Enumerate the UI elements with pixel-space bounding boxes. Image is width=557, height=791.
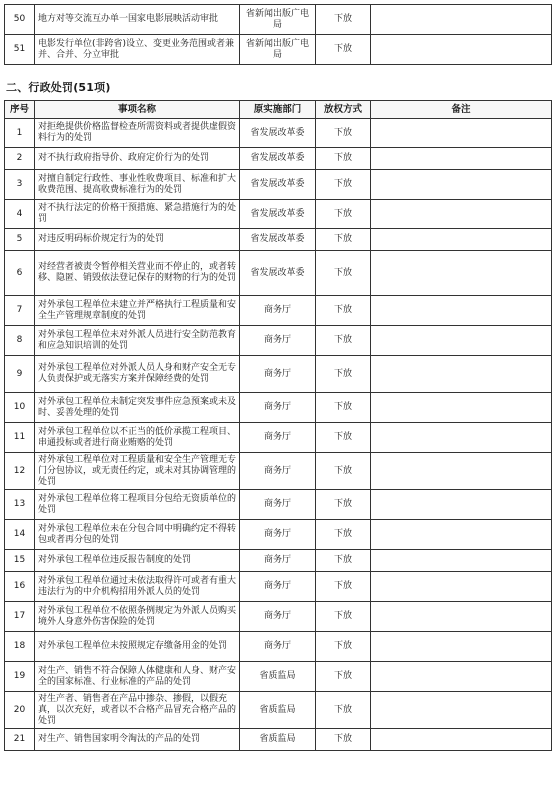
table-row (5, 602, 552, 632)
row-note (371, 520, 552, 550)
row-item-name: 对外承包工程单位对外派人员人身和财产安全无专人负责保护或无落实方案并保障经费的处罚 (35, 356, 240, 393)
row-department: 省发展改革委 (240, 119, 316, 148)
row-number: 1 (5, 119, 35, 148)
row-item-name: 对外承包工程单位未建立并严格执行工程质量和安全生产管理规章制度的处罚 (35, 296, 240, 326)
table-row (5, 729, 552, 751)
row-item-name: 对拒绝提供价格监督检查所需资料或者提供虚假资料行为的处罚 (35, 119, 240, 148)
row-department: 商务厅 (240, 490, 316, 520)
row-item-name: 对擅自制定行政性、事业性收费项目、标准和扩大收费范围、提高收费标准行为的处罚 (35, 170, 240, 200)
row-note (371, 119, 552, 148)
row-note (371, 148, 552, 170)
row-number: 11 (5, 423, 35, 453)
table-row (5, 296, 552, 326)
row-department: 商务厅 (240, 453, 316, 490)
row-department: 省新闻出版广电局 (240, 35, 316, 65)
table-row (5, 520, 552, 550)
row-number: 14 (5, 520, 35, 550)
table-row (5, 632, 552, 662)
row-item-name: 对不执行法定的价格干预措施、紧急措施行为的处罚 (35, 200, 240, 229)
row-mode: 下放 (316, 423, 371, 453)
row-note (371, 170, 552, 200)
row-note (371, 5, 552, 35)
row-note (371, 393, 552, 423)
table-row (5, 572, 552, 602)
row-number: 4 (5, 200, 35, 229)
table-row (5, 423, 552, 453)
row-note (371, 251, 552, 296)
header-name: 事项名称 (35, 101, 240, 119)
table-row (5, 119, 552, 148)
row-mode: 下放 (316, 296, 371, 326)
row-item-name: 对生产者、销售者在产品中掺杂、掺假，以假充真，以次充好，或者以不合格产品冒充合格产品的处罚 (35, 692, 240, 729)
row-note (371, 662, 552, 692)
row-note (371, 453, 552, 490)
row-department: 商务厅 (240, 602, 316, 632)
row-number: 13 (5, 490, 35, 520)
row-mode: 下放 (316, 356, 371, 393)
row-department: 商务厅 (240, 393, 316, 423)
row-number: 21 (5, 729, 35, 751)
row-mode: 下放 (316, 632, 371, 662)
section-title: 二、行政处罚(51项) (6, 81, 111, 94)
row-mode: 下放 (316, 251, 371, 296)
row-note (371, 572, 552, 602)
row-item-name: 对外承包工程单位通过未依法取得许可或者有重大违法行为的中介机构招用外派人员的处罚 (35, 572, 240, 602)
row-department: 省发展改革委 (240, 229, 316, 251)
row-number: 12 (5, 453, 35, 490)
row-department: 省新闻出版广电局 (240, 5, 316, 35)
row-department: 省质监局 (240, 662, 316, 692)
row-number: 17 (5, 602, 35, 632)
row-number: 19 (5, 662, 35, 692)
row-department: 商务厅 (240, 520, 316, 550)
row-note (371, 296, 552, 326)
row-department: 省质监局 (240, 729, 316, 751)
row-note (371, 423, 552, 453)
row-department: 省质监局 (240, 692, 316, 729)
table-header-row (5, 101, 552, 119)
row-item-name: 对外承包工程单位不依照条例规定为外派人员购买境外人身意外伤害保险的处罚 (35, 602, 240, 632)
row-department: 省发展改革委 (240, 200, 316, 229)
row-item-name: 对外承包工程单位对工程质量和安全生产管理无专门分包协议，或无责任约定，或未对其协调管理的处罚 (35, 453, 240, 490)
row-mode: 下放 (316, 326, 371, 356)
row-number: 8 (5, 326, 35, 356)
table-row (5, 490, 552, 520)
row-department: 省发展改革委 (240, 148, 316, 170)
row-note (371, 356, 552, 393)
row-number: 18 (5, 632, 35, 662)
row-mode: 下放 (316, 229, 371, 251)
row-mode: 下放 (316, 200, 371, 229)
row-item-name: 对外承包工程单位未按照规定存缴备用金的处罚 (35, 632, 240, 662)
row-mode: 下放 (316, 572, 371, 602)
row-number: 20 (5, 692, 35, 729)
row-item-name: 对经营者被责令暂停相关营业而不停止的，或者转移、隐匿、销毁依法登记保存的财物的行为的处罚 (35, 251, 240, 296)
row-item-name: 对不执行政府指导价、政府定价行为的处罚 (35, 148, 240, 170)
row-department: 商务厅 (240, 423, 316, 453)
row-item-name: 电影发行单位(非跨省)设立、变更业务范围或者兼并、合并、分立审批 (35, 35, 240, 65)
row-number: 5 (5, 229, 35, 251)
table-row (5, 251, 552, 296)
previous-items-table (4, 4, 552, 65)
row-number: 9 (5, 356, 35, 393)
table-row (5, 356, 552, 393)
row-department: 商务厅 (240, 550, 316, 572)
row-mode: 下放 (316, 662, 371, 692)
row-number: 16 (5, 572, 35, 602)
row-item-name: 对生产、销售不符合保障人体健康和人身、财产安全的国家标准、行业标准的产品的处罚 (35, 662, 240, 692)
row-item-name: 对外承包工程单位违反报告制度的处罚 (35, 550, 240, 572)
row-number: 2 (5, 148, 35, 170)
row-number: 6 (5, 251, 35, 296)
row-mode: 下放 (316, 602, 371, 632)
row-note (371, 200, 552, 229)
row-item-name: 对外承包工程单位以不正当的低价承揽工程项目、串通投标或者进行商业贿赂的处罚 (35, 423, 240, 453)
row-note (371, 602, 552, 632)
row-mode: 下放 (316, 729, 371, 751)
row-note (371, 229, 552, 251)
row-item-name: 对外承包工程单位未在分包合同中明确约定不得转包或者再分包的处罚 (35, 520, 240, 550)
row-mode: 下放 (316, 490, 371, 520)
row-note (371, 35, 552, 65)
table-row (5, 148, 552, 170)
header-note: 备注 (371, 101, 552, 119)
row-mode: 下放 (316, 119, 371, 148)
row-item-name: 对外承包工程单位将工程项目分包给无资质单位的处罚 (35, 490, 240, 520)
row-mode: 下放 (316, 520, 371, 550)
penalty-items-table (4, 100, 552, 751)
row-number: 51 (5, 35, 35, 65)
table-row (5, 662, 552, 692)
row-department: 省发展改革委 (240, 170, 316, 200)
row-number: 7 (5, 296, 35, 326)
table-row (5, 453, 552, 490)
row-number: 50 (5, 5, 35, 35)
row-note (371, 326, 552, 356)
row-mode: 下放 (316, 393, 371, 423)
row-number: 10 (5, 393, 35, 423)
header-mode: 放权方式 (316, 101, 371, 119)
row-note (371, 550, 552, 572)
row-mode: 下放 (316, 148, 371, 170)
row-department: 商务厅 (240, 572, 316, 602)
row-note (371, 729, 552, 751)
row-department: 商务厅 (240, 296, 316, 326)
row-note (371, 490, 552, 520)
table-row (5, 5, 552, 35)
row-mode: 下放 (316, 170, 371, 200)
row-number: 3 (5, 170, 35, 200)
row-mode: 下放 (316, 35, 371, 65)
header-dept: 原实施部门 (240, 101, 316, 119)
row-item-name: 对外承包工程单位未制定突发事件应急预案或未及时、妥善处理的处罚 (35, 393, 240, 423)
row-department: 商务厅 (240, 632, 316, 662)
table-row (5, 550, 552, 572)
row-department: 商务厅 (240, 356, 316, 393)
row-note (371, 692, 552, 729)
table-row (5, 692, 552, 729)
table-row (5, 170, 552, 200)
row-item-name: 对违反明码标价规定行为的处罚 (35, 229, 240, 251)
row-mode: 下放 (316, 692, 371, 729)
row-item-name: 对外承包工程单位未对外派人员进行安全防范教育和应急知识培训的处罚 (35, 326, 240, 356)
row-item-name: 对生产、销售国家明令淘汰的产品的处罚 (35, 729, 240, 751)
table-row (5, 35, 552, 65)
row-department: 商务厅 (240, 326, 316, 356)
table-row (5, 200, 552, 229)
row-department: 省发展改革委 (240, 251, 316, 296)
table-row (5, 326, 552, 356)
row-mode: 下放 (316, 5, 371, 35)
row-item-name: 地方对等交流互办单一国家电影展映活动审批 (35, 5, 240, 35)
row-number: 15 (5, 550, 35, 572)
row-mode: 下放 (316, 453, 371, 490)
header-no: 序号 (5, 101, 35, 119)
table-row (5, 229, 552, 251)
row-mode: 下放 (316, 550, 371, 572)
table-row (5, 393, 552, 423)
row-note (371, 632, 552, 662)
